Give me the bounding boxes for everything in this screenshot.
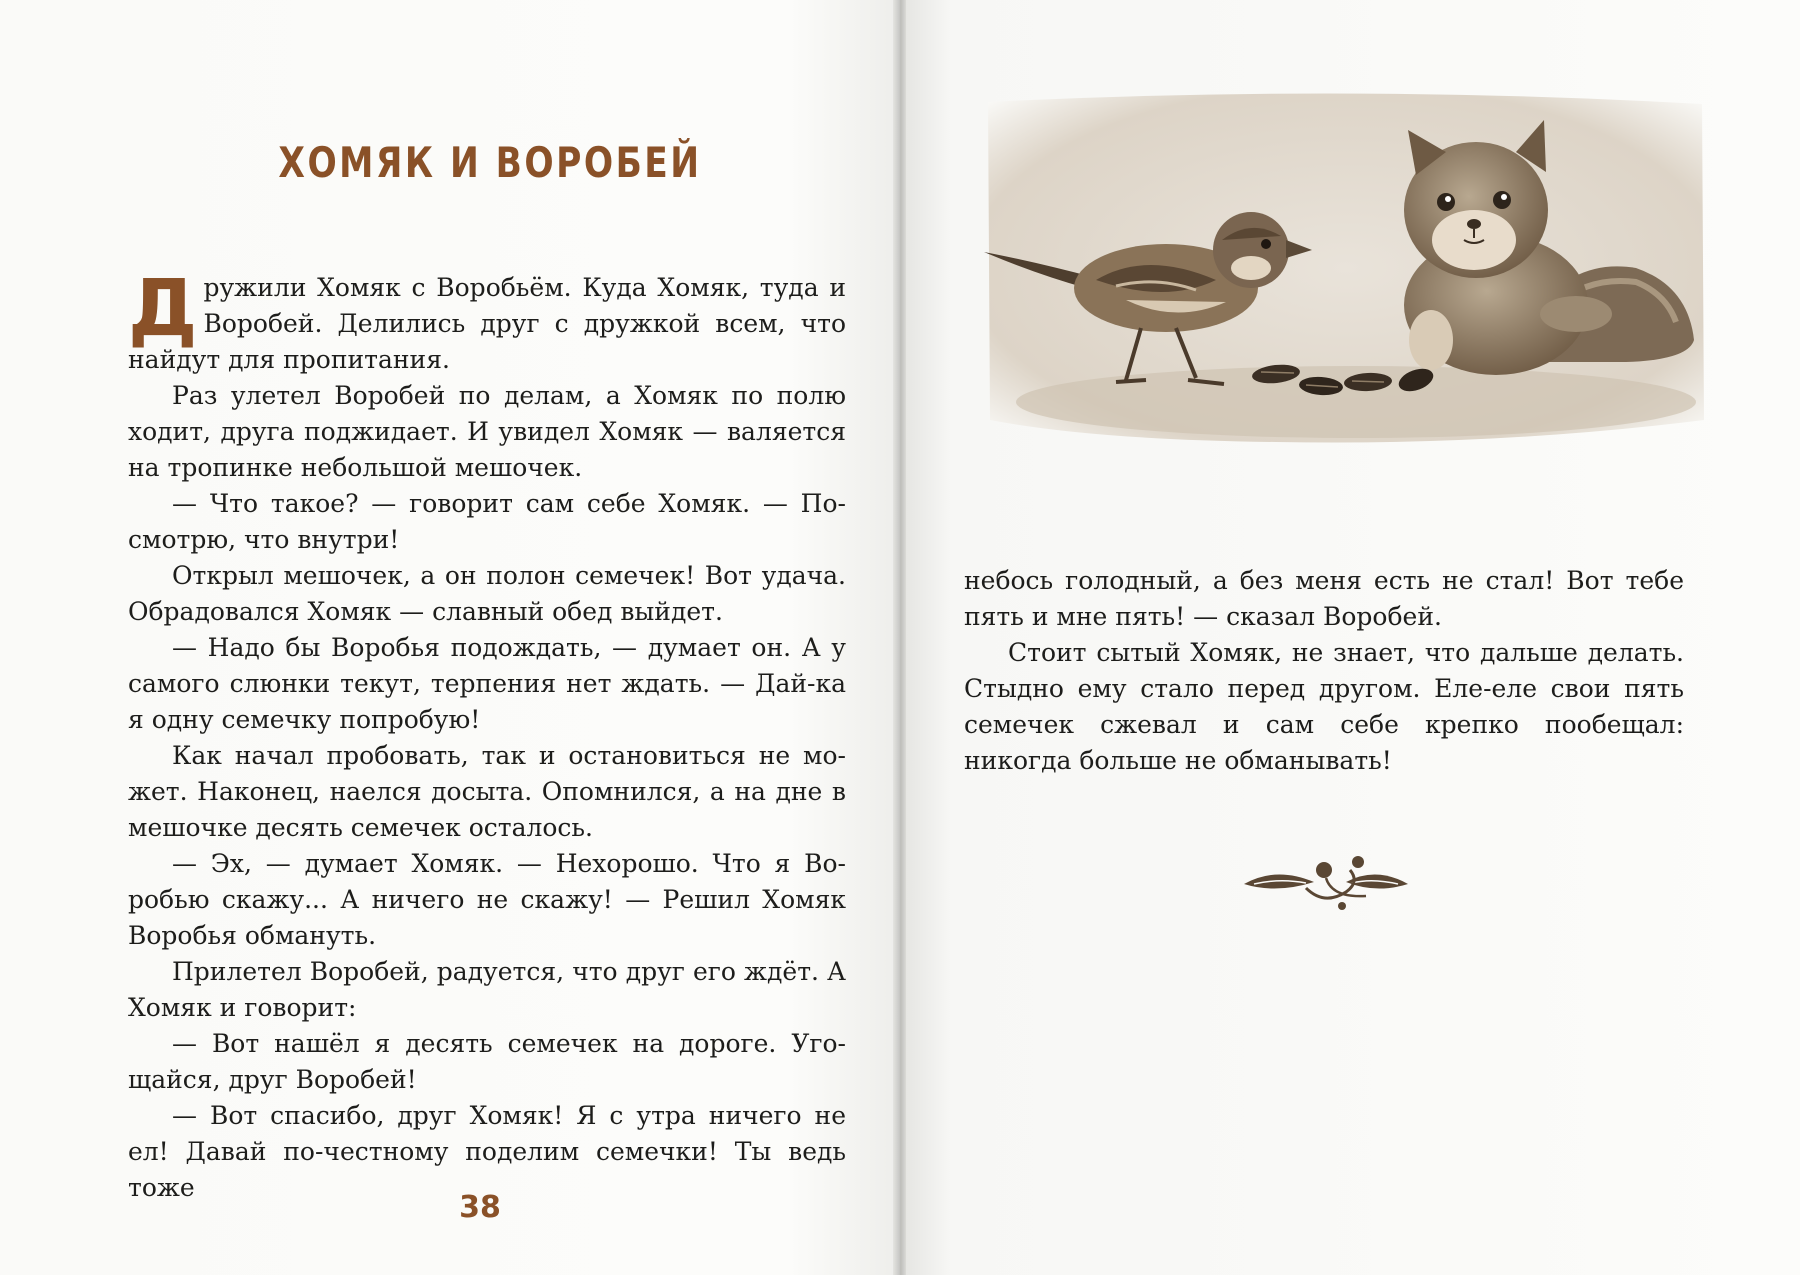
paragraph-1	[128, 264, 846, 378]
paragraph: Стоит сытый Хомяк, не знает, что дальше делать. Стыдно ему стало перед другом. Еле-еле свои пять семечек сжевал и сам себе крепко пообещал: никогда больше не обманывать!	[964, 638, 1684, 775]
paragraph: — Эх, — думает Хомяк. — Нехорошо. Что я Воробью скажу... А ничего не скажу! — Решил Хомяк Воробья обмануть.	[128, 849, 846, 950]
paragraph: Прилетел Воробей, радуется, что друг его ждёт. А Хомяк и говорит:	[128, 957, 846, 1022]
drop-cap: Д	[128, 264, 198, 354]
floral-ornament-icon	[1236, 848, 1416, 918]
right-page-text	[964, 563, 1684, 779]
paragraph: Открыл мешочек, а он полон семечек! Вот удача. Обрадовался Хомяк — славный обед выйдет.	[128, 561, 846, 626]
left-page-text	[128, 264, 846, 1206]
paragraph: — Вот нашёл я десять семечек на дороге. Угощайся, друг Воробей!	[128, 1029, 846, 1094]
left-page	[0, 0, 896, 1275]
sparrow-and-hamster-illustration	[976, 90, 1714, 480]
paragraph: Как начал пробовать, так и остановиться не может. Наконец, наелся досыта. Опомнился, а на дне в мешочке десять семечек осталось.	[128, 741, 846, 842]
paragraph: — Вот спасибо, друг Хомяк! Я с утра ничего не ел! Давай по-честному поделим семечки! Ты ведь тоже	[128, 1101, 846, 1202]
paragraph-1-text: ружили Хомяк с Воробьём. Куда Хомяк, туда и Воробей. Делились друг с дружкой всем, что найдут для пропитания.	[128, 273, 846, 374]
story-title: ХОМЯК И ВОРОБЕЙ	[278, 138, 702, 187]
page-number: 38	[459, 1190, 501, 1225]
paragraph: — Надо бы Воробья подождать, — думает он. А у самого слюнки текут, терпения нет ждать. — Дай-ка я одну семечку попробую!	[128, 633, 846, 734]
paragraph-continuation: небось голодный, а без меня есть не стал! Вот тебе пять и мне пять! — сказал Воробей.	[964, 566, 1684, 631]
paragraph: — Что такое? — говорит сам себе Хомяк. — Посмотрю, что внутри!	[128, 489, 846, 554]
paragraph: Раз улетел Воробей по делам, а Хомяк по полю ходит, друга поджидает. И увидел Хомяк — валяется на тропинке небольшой мешочек.	[128, 381, 846, 482]
right-page	[906, 0, 1800, 1275]
book-gutter	[893, 0, 907, 1275]
